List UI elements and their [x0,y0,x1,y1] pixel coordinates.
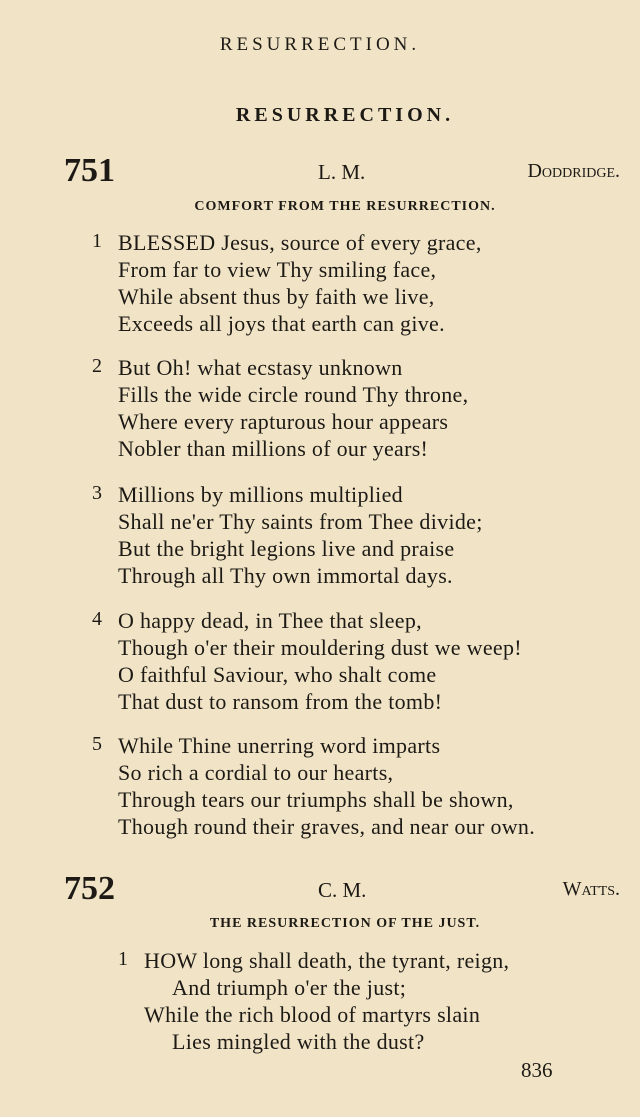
hymn-author: Watts. [562,878,620,900]
hymn-meter: L. M. [318,160,366,184]
verse-number: 1 [118,948,128,970]
hymn-subtitle: THE RESURRECTION OF THE JUST. [209,916,481,931]
running-head: RESURRECTION. [219,34,421,55]
verse-line: Through all Thy own immortal days. [118,563,453,588]
verse-line: Through tears our triumphs shall be shown, [118,787,514,812]
hymn-number: 752 [64,870,115,907]
hymn-751-header [0,152,640,192]
verse-number: 1 [92,230,102,252]
verse-line: Though round their graves, and near our own. [118,814,536,839]
verse-line: That dust to ransom from the tomb! [118,689,443,714]
verse-line: So rich a cordial to our hearts, [118,760,394,785]
verse-line: Though o'er their mouldering dust we weep! [118,635,522,660]
verse-line: But Oh! what ecstasy unknown [118,355,403,380]
section-title: RESURRECTION. [235,104,455,126]
verse-line: From far to view Thy smiling face, [118,257,437,282]
verse-number: 3 [92,482,102,504]
page-number: 836 [521,1058,553,1082]
hymn-author: Doddridge. [527,160,620,182]
verse-line: Where every rapturous hour appears [118,409,449,434]
verse-line: Fills the wide circle round Thy throne, [118,382,469,407]
verse-line: O faithful Saviour, who shalt come [118,662,437,687]
verse-line: O happy dead, in Thee that sleep, [118,608,422,633]
verse-line: While the rich blood of martyrs slain [144,1002,481,1027]
verse-line: And triumph o'er the just; [172,975,407,1000]
verse-line: Lies mingled with the dust? [172,1029,425,1054]
verse-line: While Thine unerring word imparts [118,733,441,758]
verse-number: 4 [92,608,102,630]
hymn-number: 751 [64,152,115,189]
hymn-752-header [0,870,640,910]
hymn-subtitle: COMFORT FROM THE RESURRECTION. [194,199,496,214]
verse-line: Millions by millions multiplied [118,482,403,507]
verse-line: Nobler than millions of our years! [118,436,429,461]
verse-line: Shall ne'er Thy saints from Thee divide; [118,509,483,534]
hymn-meter: C. M. [318,878,367,902]
verse-number: 5 [92,733,102,755]
verse-line: While absent thus by faith we live, [118,284,435,309]
verse-line: Exceeds all joys that earth can give. [118,311,445,336]
verse-line: But the bright legions live and praise [118,536,455,561]
verse-number: 2 [92,355,102,377]
verse-line: BLESSED Jesus, source of every grace, [118,230,482,255]
verse-line: HOW long shall death, the tyrant, reign, [144,948,510,973]
